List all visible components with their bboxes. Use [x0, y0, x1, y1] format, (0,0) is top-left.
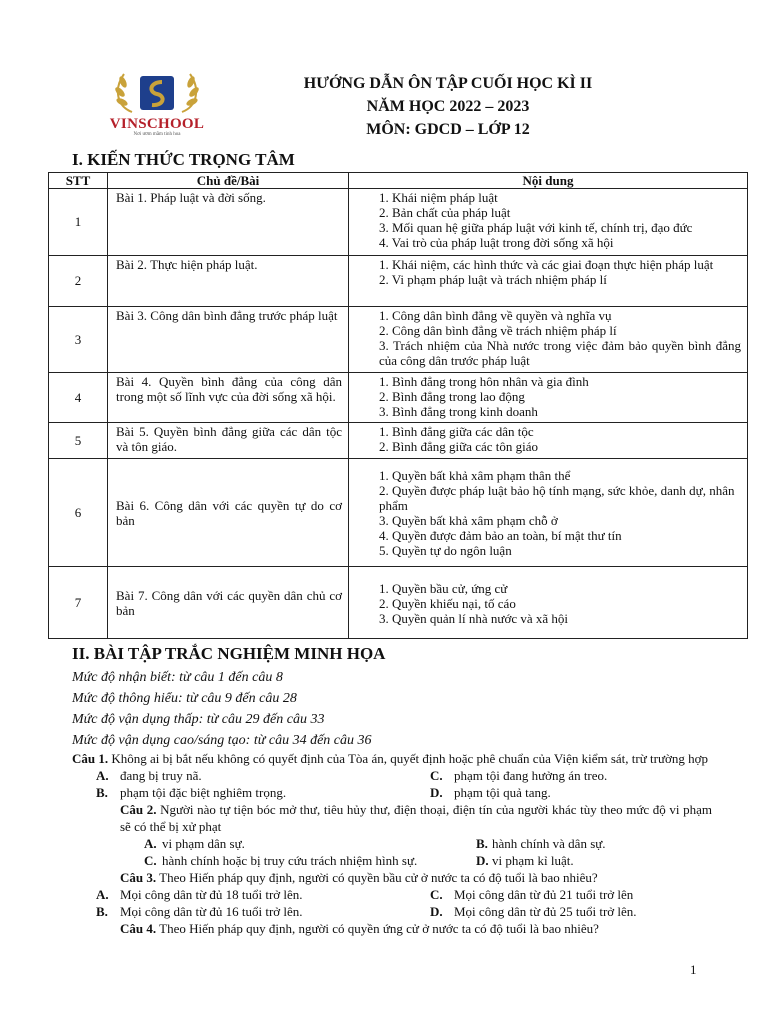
section-2-title: II. BÀI TẬP TRẮC NGHIỆM MINH HỌA — [72, 644, 386, 663]
option-a: đang bị truy nã. — [120, 768, 202, 783]
options-row — [72, 784, 712, 801]
option-letter: D. — [430, 904, 443, 919]
content-item: 1. Bình đẳng trong hôn nhân và gia đình — [379, 374, 589, 389]
row-content — [349, 423, 748, 459]
row-topic: Bài 5. Quyền bình đẳng giữa các dân tộc và tôn giáo. — [108, 423, 349, 459]
level-item: Mức độ vận dụng thấp: từ câu 29 đến câu 33 — [72, 712, 325, 727]
row-content — [349, 373, 748, 423]
content-item: 1. Quyền bầu cử, ứng cử — [379, 580, 508, 596]
option-letter: C. — [430, 887, 443, 902]
level-item: Mức độ vận dụng cao/sáng tạo: từ câu 34 đến câu 36 — [72, 733, 372, 748]
content-item: 2. Quyền khiếu nại, tố cáo — [379, 595, 516, 611]
content-item: 2. Bình đẳng trong lao động — [379, 389, 525, 404]
option-letter: B. — [96, 785, 108, 800]
option-a: vi phạm dân sự. — [162, 836, 245, 851]
logo-brand-text: VINSCHOOL — [109, 116, 205, 132]
question-label: Câu 1. — [72, 751, 109, 766]
content-item: 1. Công dân bình đẳng về quyền và nghĩa vụ — [379, 308, 612, 323]
row-content — [349, 189, 748, 256]
row-topic: Bài 6. Công dân với các quyền tự do cơ bản — [108, 459, 349, 567]
option-a: Mọi công dân từ đủ 18 tuổi trở lên. — [120, 887, 303, 902]
option-letter: B. — [96, 904, 108, 919]
options-row — [72, 835, 712, 852]
questions-list — [72, 750, 712, 937]
level-item: Mức độ nhận biết: từ câu 1 đến câu 8 — [72, 670, 283, 685]
option-d: Mọi công dân từ đủ 25 tuổi trở lên. — [454, 904, 637, 919]
content-item: 3. Quyền quản lí nhà nước và xã hội — [379, 610, 569, 626]
content-item: 4. Quyền được đảm bảo an toàn, bí mật thư tín — [379, 528, 622, 543]
column-header-content: Nội dung — [349, 173, 748, 189]
question-text: Không ai bị bắt nếu không có quyết định của Tòa án, quyết định hoặc phê chuẩn của Viện kiểm sát, trừ trường hợp — [111, 751, 709, 766]
option-c: hành chính hoặc bị truy cứu trách nhiệm hình sự. — [162, 853, 418, 868]
column-header-topic: Chủ đề/Bài — [108, 173, 349, 189]
content-item: 5. Quyền tự do ngôn luận — [379, 543, 512, 558]
row-stt: 7 — [49, 567, 108, 639]
question-label: Câu 2. — [120, 802, 157, 817]
options-row — [72, 886, 712, 903]
content-item: 2. Bản chất của pháp luật — [379, 205, 511, 220]
content-item: 2. Công dân bình đẳng về trách nhiệm pháp lí — [379, 323, 617, 338]
option-b: phạm tội đặc biệt nghiêm trọng. — [120, 785, 287, 800]
table-row — [49, 459, 748, 567]
document-header — [258, 72, 638, 141]
row-content — [349, 307, 748, 373]
topics-table — [48, 172, 748, 639]
row-stt: 1 — [49, 189, 108, 256]
table-row — [49, 307, 748, 373]
question-label: Câu 3. — [120, 870, 157, 885]
table-row — [49, 256, 748, 307]
option-letter: A. — [96, 768, 109, 783]
question-4 — [72, 920, 712, 937]
row-content — [349, 567, 748, 639]
row-content — [349, 256, 748, 307]
option-d: vi phạm kỉ luật. — [492, 853, 574, 868]
row-stt: 5 — [49, 423, 108, 459]
page-number: 1 — [690, 962, 697, 977]
question-2 — [72, 801, 712, 835]
table-header-row — [49, 173, 748, 189]
header-school-year: NĂM HỌC 2022 – 2023 — [366, 98, 530, 115]
table-row — [49, 189, 748, 256]
column-header-stt: STT — [49, 173, 108, 189]
content-item: 2. Bình đẳng giữa các tôn giáo — [379, 439, 539, 454]
option-letter: C. — [144, 853, 157, 868]
section-1-title: I. KIẾN THỨC TRỌNG TÂM — [72, 150, 295, 169]
option-letter: B. — [476, 836, 488, 851]
logo-motto: Nơi ươm mầm tinh hoa — [133, 132, 181, 137]
question-label: Câu 4. — [120, 921, 157, 936]
content-item: 2. Quyền được pháp luật bảo hộ tính mạng, sức khỏe, danh dự, nhân phẩm — [379, 483, 735, 513]
row-topic: Bài 2. Thực hiện pháp luật. — [108, 256, 349, 307]
question-text: Người nào tự tiện bóc mở thư, tiêu hủy thư, điện thoại, điện tín của người khác tùy theo mức độ vi phạm sẽ có thể bị xử phạt — [120, 802, 713, 834]
content-item: 3. Mối quan hệ giữa pháp luật với kinh tế, chính trị, đạo đức — [379, 220, 693, 235]
table-row — [49, 373, 748, 423]
option-b: hành chính và dân sự. — [492, 836, 606, 851]
header-title: HƯỚNG DẪN ÔN TẬP CUỐI HỌC KÌ II — [303, 75, 593, 92]
option-c: Mọi công dân từ đủ 21 tuổi trở lên — [454, 887, 634, 902]
options-row — [72, 767, 712, 784]
question-text: Theo Hiến pháp quy định, người có quyền ứng cử ở nước ta có độ tuổi là bao nhiêu? — [159, 921, 599, 936]
option-letter: A. — [96, 887, 109, 902]
row-stt: 3 — [49, 307, 108, 373]
row-topic: Bài 3. Công dân bình đẳng trước pháp luật — [108, 307, 349, 373]
question-1 — [72, 750, 712, 767]
row-stt: 6 — [49, 459, 108, 567]
difficulty-levels — [72, 667, 372, 751]
laurel-emblem-icon — [92, 66, 222, 118]
row-topic: Bài 7. Công dân với các quyền dân chủ cơ bản — [108, 567, 349, 639]
table-row — [49, 423, 748, 459]
option-letter: C. — [430, 768, 443, 783]
row-topic: Bài 4. Quyền bình đẳng của công dân trong một số lĩnh vực của đời sống xã hội. — [108, 373, 349, 423]
row-stt: 4 — [49, 373, 108, 423]
content-item: 1. Quyền bất khả xâm phạm thân thể — [379, 468, 571, 483]
content-item: 3. Quyền bất khả xâm phạm chỗ ở — [379, 513, 558, 528]
question-3 — [72, 869, 712, 886]
row-content — [349, 459, 748, 567]
content-item: 1. Khái niệm pháp luật — [379, 190, 498, 205]
options-row — [72, 903, 712, 920]
table-row — [49, 567, 748, 639]
level-item: Mức độ thông hiểu: từ câu 9 đến câu 28 — [72, 691, 297, 706]
row-topic: Bài 1. Pháp luật và đời sống. — [108, 189, 349, 256]
row-stt: 2 — [49, 256, 108, 307]
content-item: 3. Bình đẳng trong kinh doanh — [379, 404, 538, 419]
school-logo — [92, 66, 222, 138]
header-subject: MÔN: GDCD – LỚP 12 — [366, 121, 530, 138]
content-item: 2. Vi phạm pháp luật và trách nhiệm pháp lí — [379, 272, 607, 287]
question-text: Theo Hiến pháp quy định, người có quyền bầu cử ở nước ta có độ tuổi là bao nhiêu? — [159, 870, 598, 885]
option-letter: D. — [430, 785, 443, 800]
content-item: 1. Khái niệm, các hình thức và các giai đoạn thực hiện pháp luật — [379, 257, 714, 272]
options-row — [72, 852, 712, 869]
content-item: 1. Bình đẳng giữa các dân tộc — [379, 424, 534, 439]
option-letter: A. — [144, 836, 157, 851]
option-c: phạm tội đang hưởng án treo. — [454, 768, 608, 783]
content-item: 3. Trách nhiệm của Nhà nước trong việc đảm bảo quyền bình đẳng của công dân trước pháp luật — [379, 338, 741, 368]
option-b: Mọi công dân từ đủ 16 tuổi trở lên. — [120, 904, 303, 919]
content-item: 4. Vai trò của pháp luật trong đời sống xã hội — [379, 235, 614, 250]
option-d: phạm tội quả tang. — [454, 785, 551, 800]
option-letter: D. — [476, 853, 489, 868]
